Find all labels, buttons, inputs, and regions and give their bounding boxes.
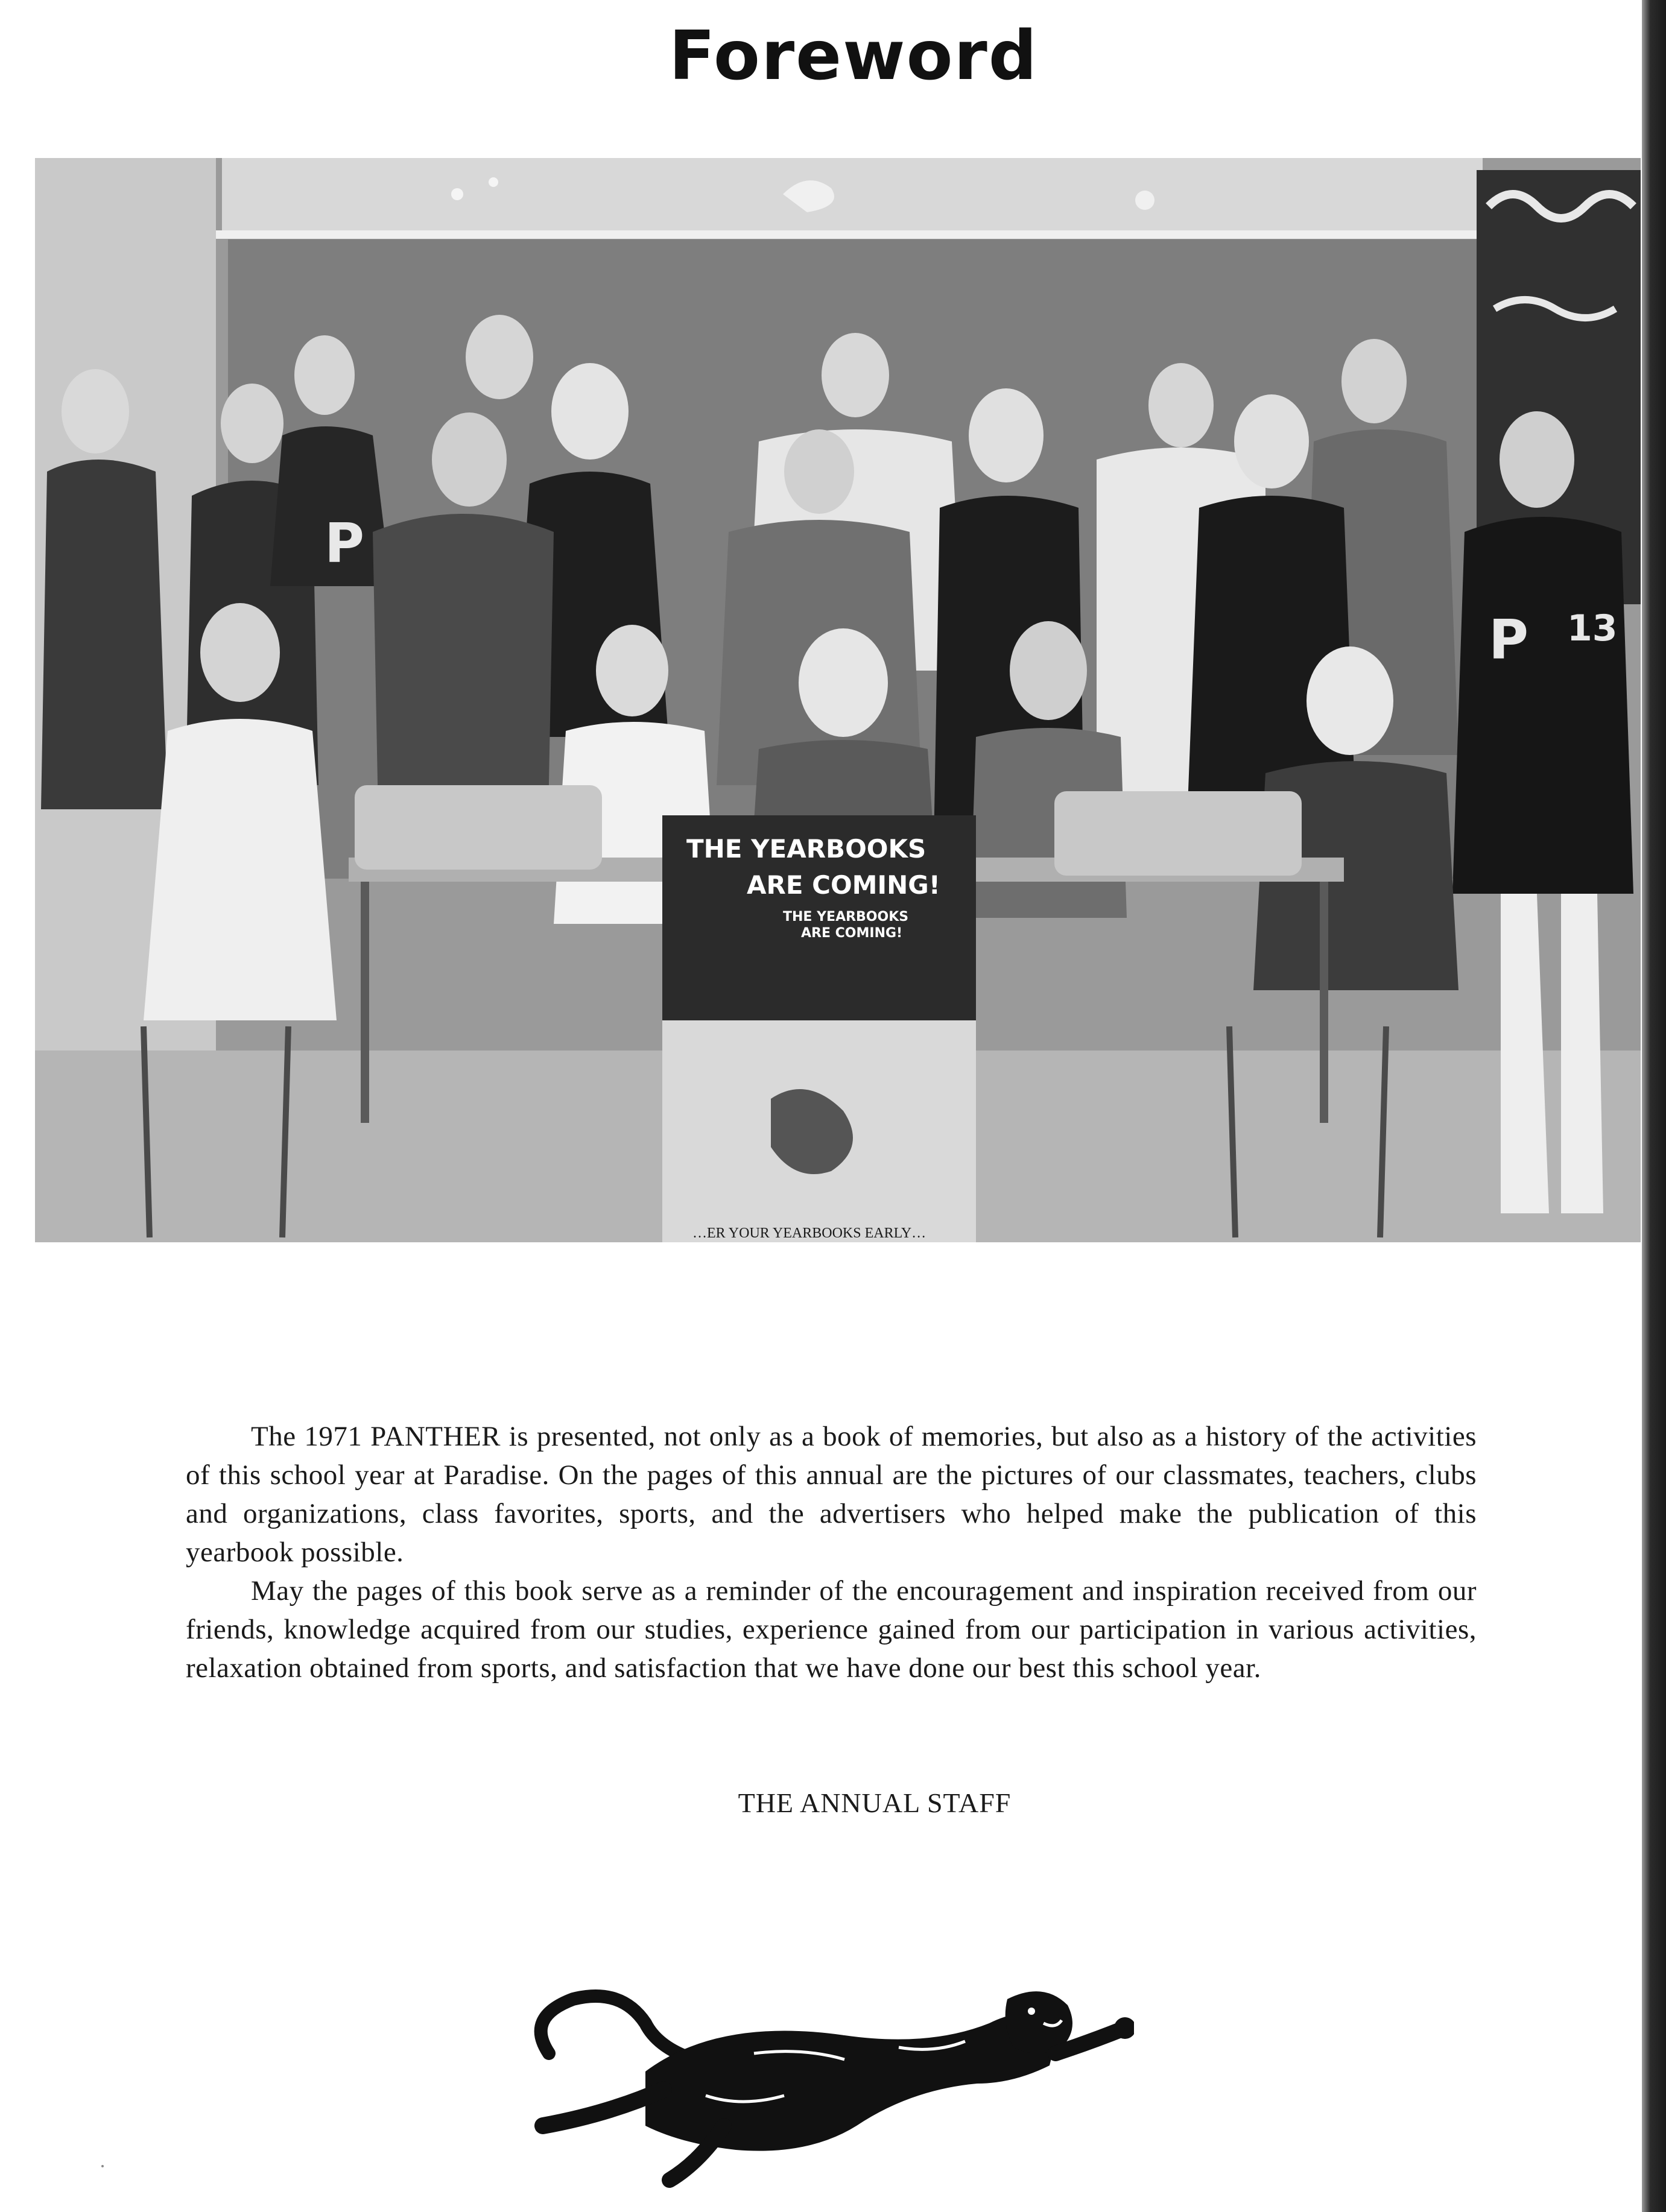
poster-bottom-text: …ER YOUR YEARBOOKS EARLY… bbox=[692, 1225, 926, 1241]
page-edge-shadow bbox=[1642, 0, 1666, 2212]
foreword-text bbox=[186, 1417, 1477, 1687]
staff-group-photo bbox=[35, 158, 1641, 1242]
foreword-paragraph-1: The 1971 PANTHER is presented, not only as a book of memories, but also as a history of the activities of this school year at Paradise. On the pages of this annual are the pictures of our classmates, teachers, clubs and organizations, class favorites, sports, and the advertisers who helped make the publication of this yearbook possible. bbox=[186, 1421, 1477, 1568]
foreword-paragraph-2: May the pages of this book serve as a reminder of the encouragement and inspiration received from our friends, knowledge acquired from our studies, experience gained from our participation in various activities, relaxation obtained from sports, and satisfaction that we have done our best this school year. bbox=[186, 1575, 1477, 1684]
page-title: Foreword bbox=[669, 17, 1038, 95]
poster-line4: ARE COMING! bbox=[801, 926, 903, 941]
annual-staff-signature: THE ANNUAL STAFF bbox=[738, 1787, 1012, 1818]
jacket-number: 13 bbox=[1567, 607, 1618, 649]
poster-line1: THE YEARBOOKS bbox=[686, 834, 926, 864]
leaping-panther-icon bbox=[525, 1981, 1134, 2198]
page-speck bbox=[101, 2165, 104, 2167]
poster-line3: THE YEARBOOKS bbox=[783, 909, 909, 924]
poster-line2: ARE COMING! bbox=[747, 870, 940, 900]
jacket-letter-right: P bbox=[1489, 608, 1528, 672]
jacket-letter-left: P bbox=[325, 512, 364, 575]
